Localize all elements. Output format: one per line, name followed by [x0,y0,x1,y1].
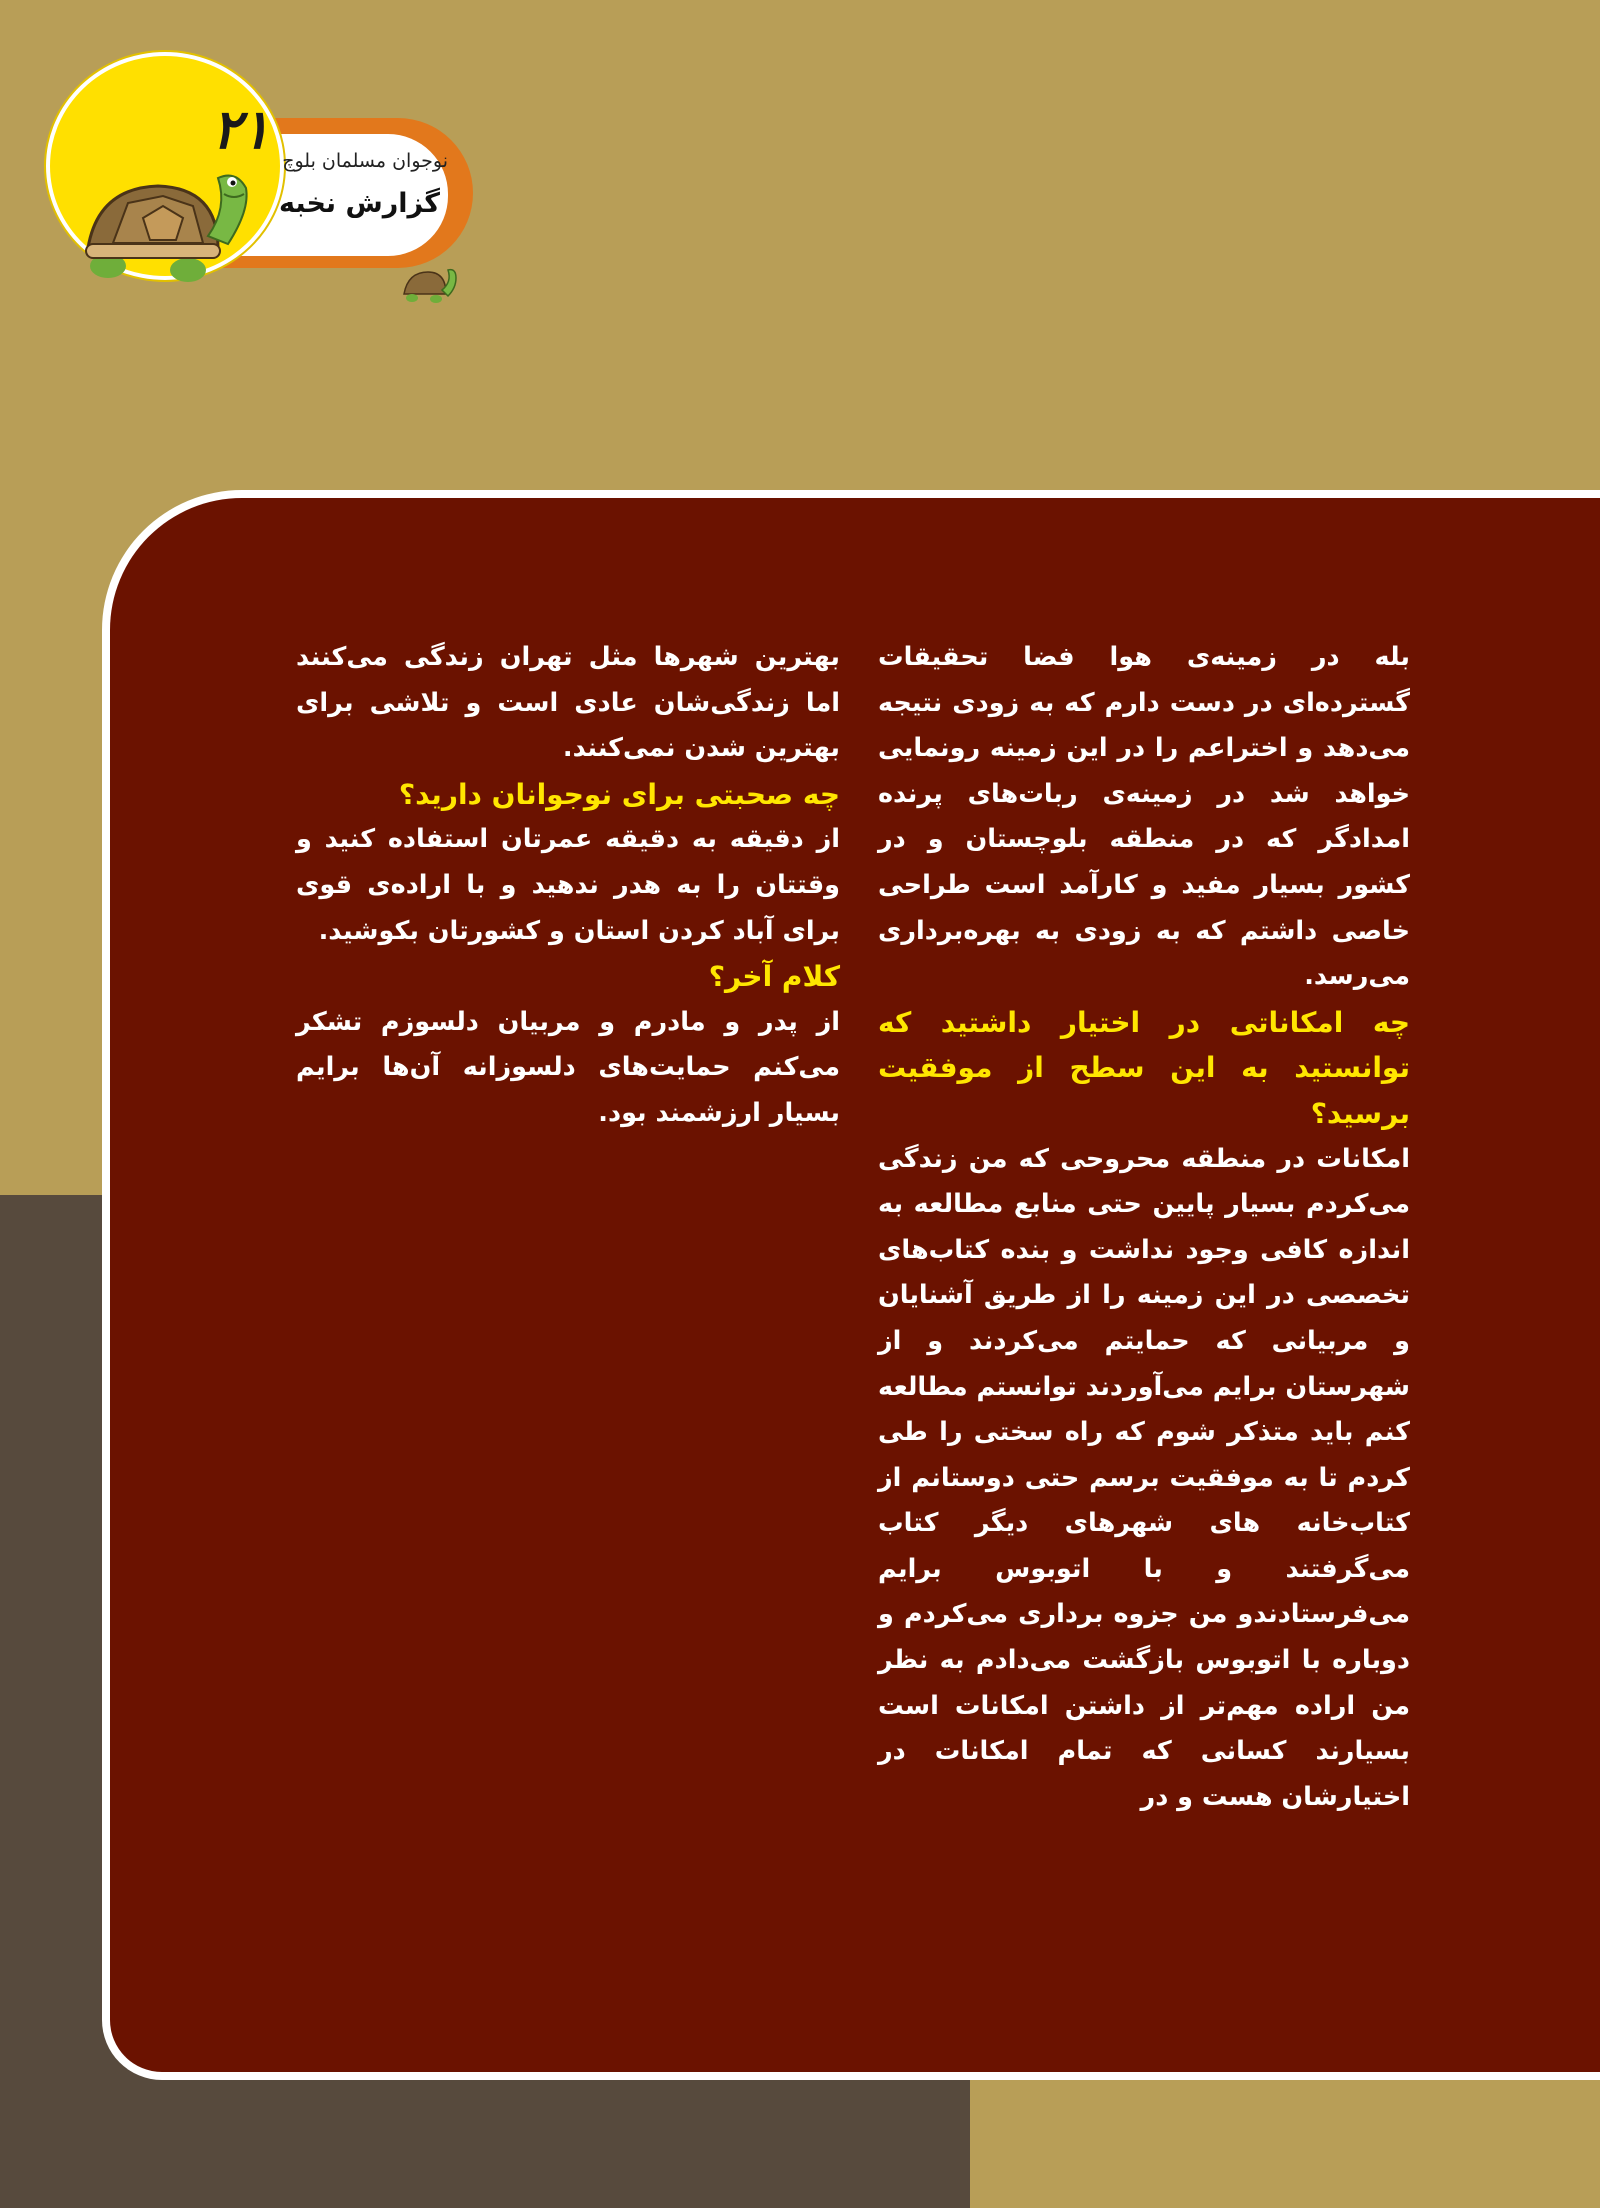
small-turtle-icon [398,262,458,306]
turtle-icon [68,148,258,298]
left-paragraph-1: بهترین شهرها مثل تهران زندگی می‌کنند اما زندگی‌شان عادی است و تلاشی برای بهترین شدن نمی‌کنند. [296,642,840,764]
left-column [296,635,840,1137]
page-number: ۲۱ [211,98,270,161]
right-paragraph-1: بله در زمینه‌ی هوا فضا تحقیقات گسترده‌ای در دست دارم که به زودی نتیجه می‌دهد و اختراعم را در این زمینه رونمایی خواهد شد در زمینه‌ی ربات‌های پرنده امدادگر که در منطقه بلوچستان و در کشور بسیار مفید و کارآمد است طراحی خاصی داشتم که به زودی به بهره‌برداری می‌رسد. [878,642,1410,992]
right-column [878,635,1410,1820]
question-advice: چه صحبتی برای نوجوانان دارید؟ [398,777,840,811]
question-resources: چه امکاناتی در اختیار داشتید که توانستید به این سطح از موفقیت برسید؟ [878,1005,1410,1130]
left-paragraph-2: از دقیقه به دقیقه عمرتان استفاده کنید و وقتتان را به هدر ندهید و با اراده‌ی قوی برای آباد کردن استان و کشورتان بکوشید. [296,824,840,946]
header-badge [38,40,478,280]
question-last-word: کلام آخر؟ [708,960,840,994]
magazine-title: نوجوان مسلمان بلوچ [282,150,448,172]
bottom-right-background [970,2080,1600,2208]
left-paragraph-3: از پدر و مادرم و مربیان دلسوزم تشکر می‌کنم حمایت‌های دلسوزانه آن‌ها برایم بسیار ارزشمند بود. [296,1006,840,1128]
section-title: گزارش نخبه [279,188,440,219]
right-paragraph-2: امکانات در منطقه محروحی که من زندگی می‌کردم بسیار پایین حتی منابع مطالعه به اندازه کافی وجود نداشت و بنده کتاب‌های تخصصی در این زمینه را از طریق آشنایان و مربیانی که حمایتم می‌کردند و از شهرستان برایم می‌آوردند توانستم مطالعه کنم باید متذکر شوم که راه سختی را طی کردم تا به موفقیت برسم حتی دوستانم از کتاب‌خانه های شهرهای دیگر کتاب می‌گرفتند و با اتوبوس برایم می‌فرستادندو من جزوه برداری می‌کردم و دوباره با اتوبوس بازگشت می‌دادم به نظر من اراده مهم‌تر از داشتن امکانات است بسیارند کسانی که تمام امکانات در اختیارشان هست و در [878,1143,1410,1812]
